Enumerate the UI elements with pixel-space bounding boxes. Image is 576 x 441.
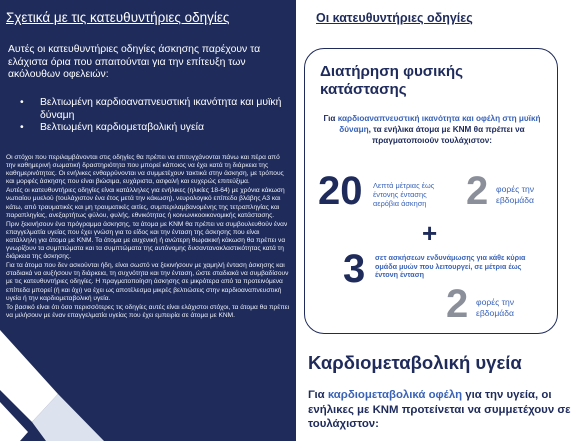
body-paragraph: Οι στόχοι που περιλαμβάνονται στις οδηγίες θα πρέπει να επιτυγχάνονται πάνω και πέρα από την καθημερινή σωματική δραστηριότητα που μπορεί κάποιος να έχει κατά τη διάρκεια της καθημερινότητας. Οι ενήλικες ενθαρρύνονται να συμμετέχουν τακτικά στην άσκηση, με τρόπους και μορφές άσκησης που είναι βιώσιμα, ευχάριστα, ασφαλή και ευχερώς επιτεύξιμα.: [6, 154, 284, 186]
body-highlight: καρδιομεταβολικά οφέλη: [327, 389, 463, 401]
benefit-item: • Βελτιωμένη καρδιομεταβολική υγεία: [20, 122, 290, 135]
benefit-item: • Βελτιωμένη καρδιοαναπνευστική ικανότητα και μυϊκή δύναμη: [20, 97, 290, 122]
subtitle-prefix: Για: [323, 114, 336, 123]
guidelines-title: Οι κατευθυντήριες οδηγίες: [316, 11, 473, 25]
fitness-card-subtitle: [310, 113, 554, 147]
cardiometabolic-title: Καρδιομεταβολική υγεία: [308, 352, 522, 373]
strength-freq-number: 2: [446, 282, 469, 326]
aerobic-minutes-number: 20: [318, 169, 363, 213]
strength-sets-number: 3: [343, 247, 366, 291]
body-paragraph: Το βασικό είναι ότι όσο περισσότερες τις οδηγίες αυτές είναι ελάχιστοι στόχοι, τα άτομα θα πρέπει να μιλήσουν με έναν επαγγελματία υγείας που έχει εμπειρία σε άτομα με ΚΝΜ.: [6, 303, 290, 319]
plus-sign: +: [422, 218, 438, 248]
benefits-list: [20, 97, 290, 135]
strength-sets-text: σετ ασκήσεων ενδυνάμωσης για κάθε κύρια ομάδα μυών που λειτουργεί, σε μέτρια έως έντονη ένταση: [375, 253, 526, 280]
aerobic-freq-number: 2: [466, 169, 489, 213]
body-text: [6, 154, 290, 321]
body-suffix: για την υγεία, οι ενήλικες με ΚΝΜ προτείνεται να συμμετέχουν σε τουλάχιστον:: [308, 389, 571, 431]
intro-text: Αυτές οι κατευθυντήριες οδηγίες άσκησης παρέχουν τα ελάχιστα όρια που απαιτούνται για την επίτευξη των ακόλουθων οφελειών:: [8, 44, 261, 81]
body-prefix: Για: [308, 389, 325, 401]
body-paragraph: Για τα άτομα που δεν ασκούνται ήδη, είναι σωστό να ξεκινήσουν με χαμηλή ένταση άσκησης και σταδιακά να αυξήσουν τη διάρκεια, τη συχνότητα και την ένταση, ώστε σταδιακά να συμβαδίσουν με τις κατευθυντήριες οδηγίες. Η πραγματοποίηση άσκησης σε μικρότερα από τα προτεινόμενα επίπεδα μπορεί (ή και όχι) να έχει ως αποτέλεσμα μικρές βελτιώσεις στην καρδιοαναπνευστική υγεία ή την καρδιομεταβολική υγεία.: [6, 262, 289, 302]
subtitle-highlight: καρδιοαναπνευστική ικανότητα και οφέλη στη μυϊκή δύναμη: [337, 114, 541, 135]
cardiometabolic-text: [308, 388, 576, 432]
body-paragraph: Πριν ξεκινήσουν ένα πρόγραμμα άσκησης, τα άτομα με ΚΝΜ θα πρέπει να συμβουλευθούν έναν επαγγελματία υγείας που έχει γνώση για το είδος και την ένταση της άσκησης που είναι κατάλληλη για άτομα με ΚΝΜ. Τα άτομα με αυχενική ή ανώτερη θωρακική κάκωση θα πρέπει να γνωρίζουν τα συμπτώματα και τα συμπτώματα της αυτόνομης δυσαντανακλαστικότητας κατά τη διάρκεια της άσκησης.: [6, 220, 288, 261]
body-paragraph: Αυτές οι κατευθυντήριες οδηγίες είναι κατάλληλες για ενήλικες (ηλικίες 18-64) με χρόνια κάκωση νωτιαίου μυελού (τουλάχιστον ένα έτος μετά την κάκωση), νευρολογικό επίπεδο βλάβης Α3 και κάτω, από τραυματικές και μη τραυματικές αιτίες, συμπεριλαμβανομένης της τετραπληγίας και παραπληγίας, ανεξαρτήτως φύλου, φυλής, εθνικότητας ή κοινωνικοοικονομικής κατάστασης.: [6, 187, 285, 219]
aerobic-freq-text: φορές την εβδομάδα: [496, 184, 535, 205]
strength-freq-text: φορές την εβδομάδα: [476, 297, 515, 318]
about-guidelines-title: Σχετικά με τις κατευθυντήριες οδηγίες: [6, 10, 230, 25]
fitness-card-title: Διατήρηση φυσικής κατάστασης: [320, 63, 464, 98]
aerobic-minutes-text: Λεπτά μέτριας έως έντονης έντασης αερόβια άσκηση: [373, 181, 435, 208]
subtitle-suffix: , τα ενήλικα άτομα με ΚΝΜ θα πρέπει να πραγματοποιούν τουλάχιστον:: [368, 125, 525, 146]
